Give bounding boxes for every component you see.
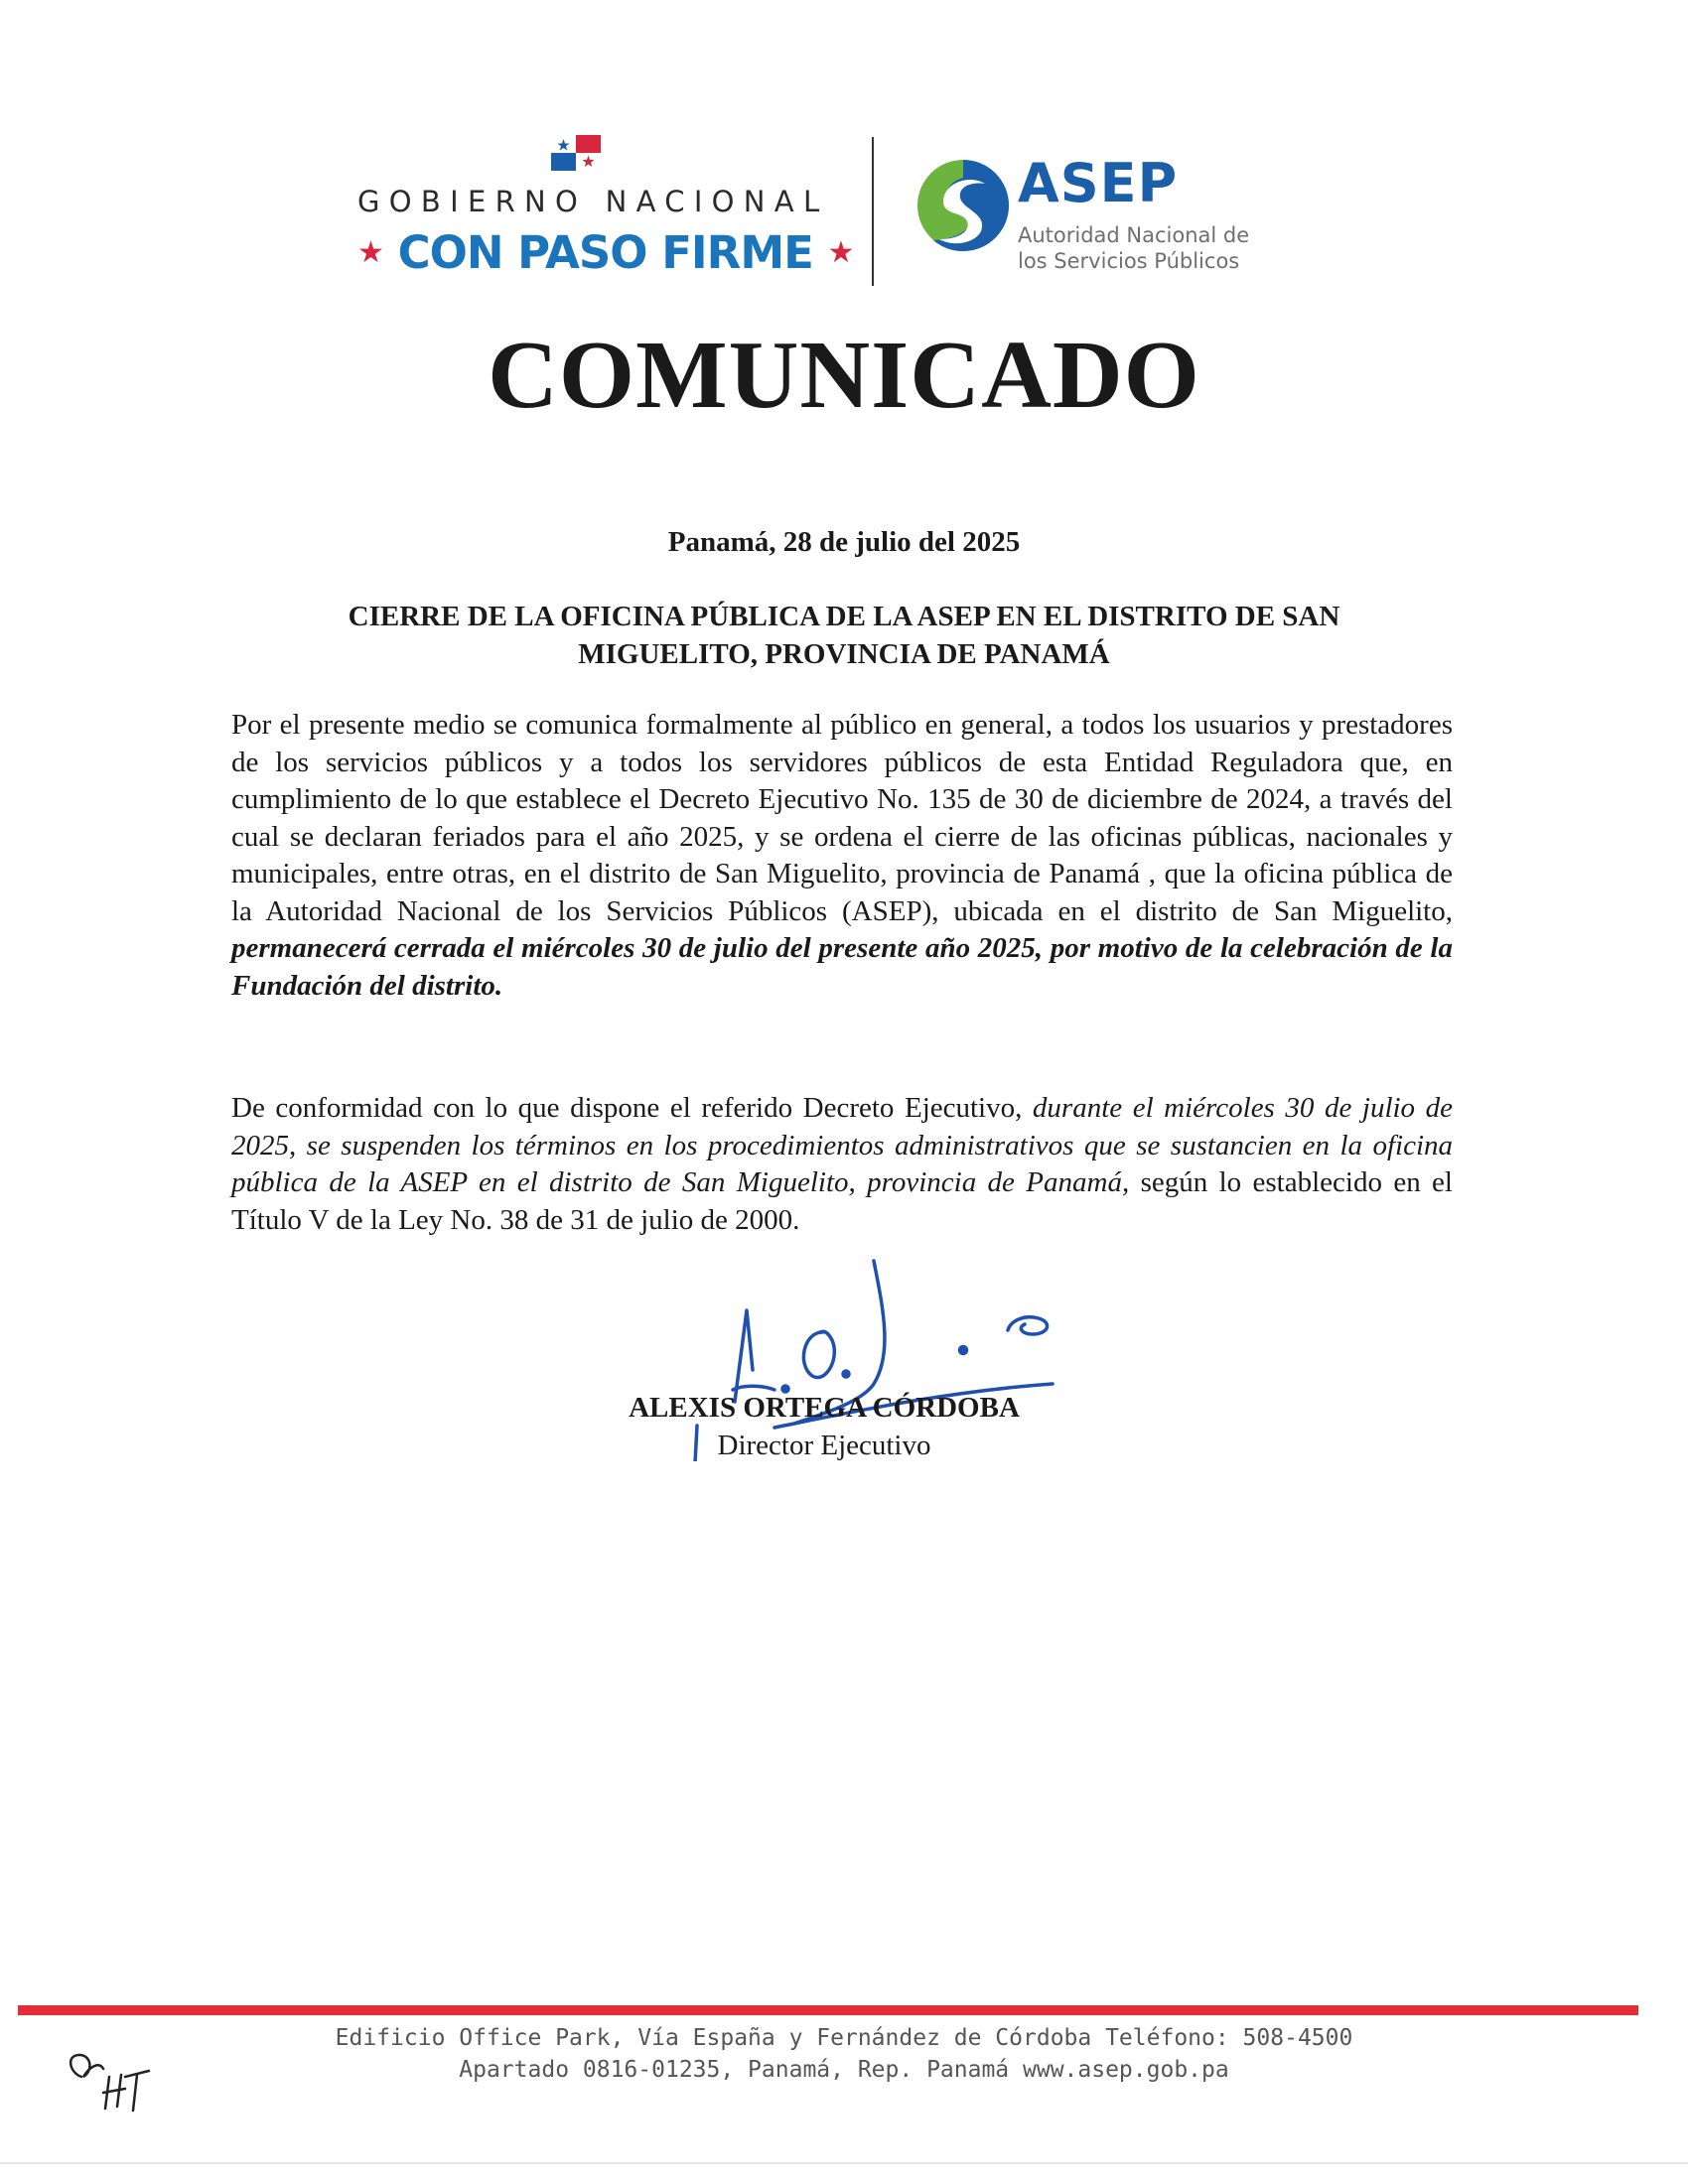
document-title: COMUNICADO <box>488 322 1200 429</box>
panama-flag-icon <box>551 135 601 171</box>
paragraph-1-emphasis: permanecerá cerrada el miércoles 30 de julio del presente año 2025, por motivo de la celebración de la Fundación del distrito. <box>231 932 1453 1002</box>
gobierno-nacional-logo <box>357 129 854 288</box>
asep-subtitle-line1: Autoridad Nacional de <box>1018 223 1250 247</box>
red-star-icon: ★ <box>357 235 383 270</box>
paragraph-2 <box>231 1090 1453 1239</box>
gobierno-nacional-text: GOBIERNO NACIONAL <box>357 185 829 218</box>
signer-title: Director Ejecutivo <box>717 1430 931 1461</box>
subject-heading <box>248 598 1440 673</box>
paragraph-1-text: Por el presente medio se comunica formalmente al público en general, a todos los usuarios y prestadores de los servicios públicos y a todos los servidores públicos de esta Entidad Reguladora que, en cumplimiento de lo que establece el Decreto Ejecutivo No. 135 de 30 de diciembre de 2024, a través del cual se declaran feriados para el año 2025, y se ordena el cierre de las oficinas públicas, nacionales y municipales, entre otras, en el distrito de San Miguelito, provincia de Panamá , que la oficina pública de la Autoridad Nacional de los Servicios Públicos (ASEP), ubicada en el distrito de San Miguelito, <box>231 709 1453 927</box>
con-paso-firme-text <box>357 226 854 279</box>
logo-divider <box>872 137 874 286</box>
footer-contact: Apartado 0816-01235, Panamá, Rep. Panamá www.asep.gob.pa <box>459 2057 1229 2083</box>
page-bottom-edge <box>0 2162 1688 2164</box>
footer-red-rule <box>18 2005 1638 2015</box>
date-line: Panamá, 28 de julio del 2025 <box>667 526 1021 558</box>
con-paso-firme-label: CON PASO FIRME <box>397 226 813 279</box>
paragraph-1 <box>231 707 1453 1005</box>
paragraph-2-end: según lo establecido en el Título V de la Ley No. 38 de 31 de julio de 2000. <box>231 1166 1453 1236</box>
asep-subtitle-line2: los Servicios Públicos <box>1018 249 1240 273</box>
subject-line-1: CIERRE DE LA OFICINA PÚBLICA DE LA ASEP EN EL DISTRITO DE SAN <box>348 601 1340 632</box>
footer-address: Edificio Office Park, Vía España y Fernández de Córdoba Teléfono: 508-4500 <box>335 2025 1353 2051</box>
handwritten-initials <box>60 2047 169 2116</box>
paragraph-2-italic: durante el miércoles 30 de julio de 2025, se suspenden los términos en los procedimientos administrativos que se sustancien en la oficina pública de la ASEP en el distrito de San Miguelito, provincia de Panamá, <box>231 1092 1453 1198</box>
asep-swirl-icon <box>914 144 1013 268</box>
asep-name: ASEP <box>1018 152 1179 214</box>
subject-line-2: MIGUELITO, PROVINCIA DE PANAMÁ <box>578 638 1110 670</box>
paragraph-2-start: De conformidad con lo que dispone el referido Decreto Ejecutivo, <box>231 1092 1033 1124</box>
signer-name: ALEXIS ORTEGA CÓRDOBA <box>629 1392 1020 1424</box>
red-star-icon: ★ <box>827 235 854 270</box>
asep-logo <box>914 144 1271 283</box>
